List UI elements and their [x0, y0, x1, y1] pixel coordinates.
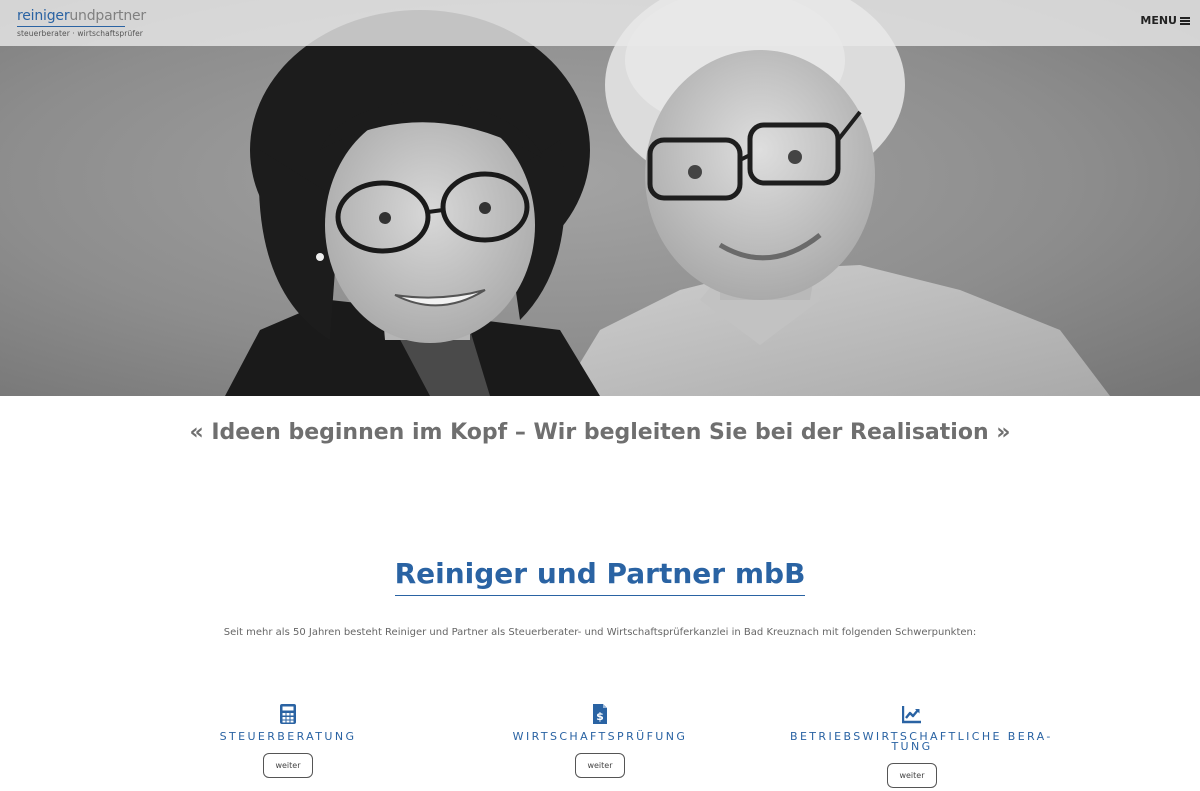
menu-label: MENU	[1140, 14, 1177, 27]
hamburger-icon	[1180, 17, 1190, 25]
svg-text:$: $	[596, 710, 604, 723]
service-label: WIRTSCHAFTSPRÜFUNG	[512, 730, 688, 743]
logo-divider	[17, 26, 125, 27]
service-betriebswirtschaftliche-beratung	[790, 704, 1053, 788]
weiter-button-wirtschaftspruefung[interactable]: weiter	[575, 753, 624, 778]
service-label-line2: TUNG	[891, 740, 933, 753]
service-steuerberatung	[188, 704, 388, 778]
logo-wordmark	[17, 8, 146, 24]
file-invoice-dollar-icon	[590, 704, 610, 724]
service-wirtschaftspruefung	[500, 704, 700, 778]
logo-part-reiniger: reiniger	[17, 8, 70, 24]
hero-quote: « Ideen beginnen im Kopf – Wir begleiten Sie bei der Realisation »	[189, 420, 1011, 445]
chart-line-icon	[902, 704, 922, 724]
site-header	[0, 0, 1200, 46]
weiter-button-beratung[interactable]: weiter	[887, 763, 936, 788]
logo-tagline: steuerberater · wirtschaftsprüfer	[17, 29, 143, 38]
calculator-icon	[278, 704, 298, 724]
service-label-line1: BETRIEBSWIRTSCHAFTLICHE BERA-	[790, 730, 1053, 743]
site-logo[interactable]	[17, 8, 146, 38]
weiter-button-steuerberatung[interactable]: weiter	[263, 753, 312, 778]
service-label	[790, 730, 1053, 753]
page-title: Reiniger und Partner mbB	[395, 557, 806, 596]
intro-text: Seit mehr als 50 Jahren besteht Reiniger und Partner als Steuerberater- und Wirtschaftsprüferkanzlei in Bad Kreuznach mit folgenden Schwerpunkten:	[223, 627, 977, 638]
service-label: STEUERBERATUNG	[219, 730, 357, 743]
logo-part-undpartner: undpartner	[69, 8, 146, 24]
menu-button[interactable]	[1140, 14, 1190, 27]
